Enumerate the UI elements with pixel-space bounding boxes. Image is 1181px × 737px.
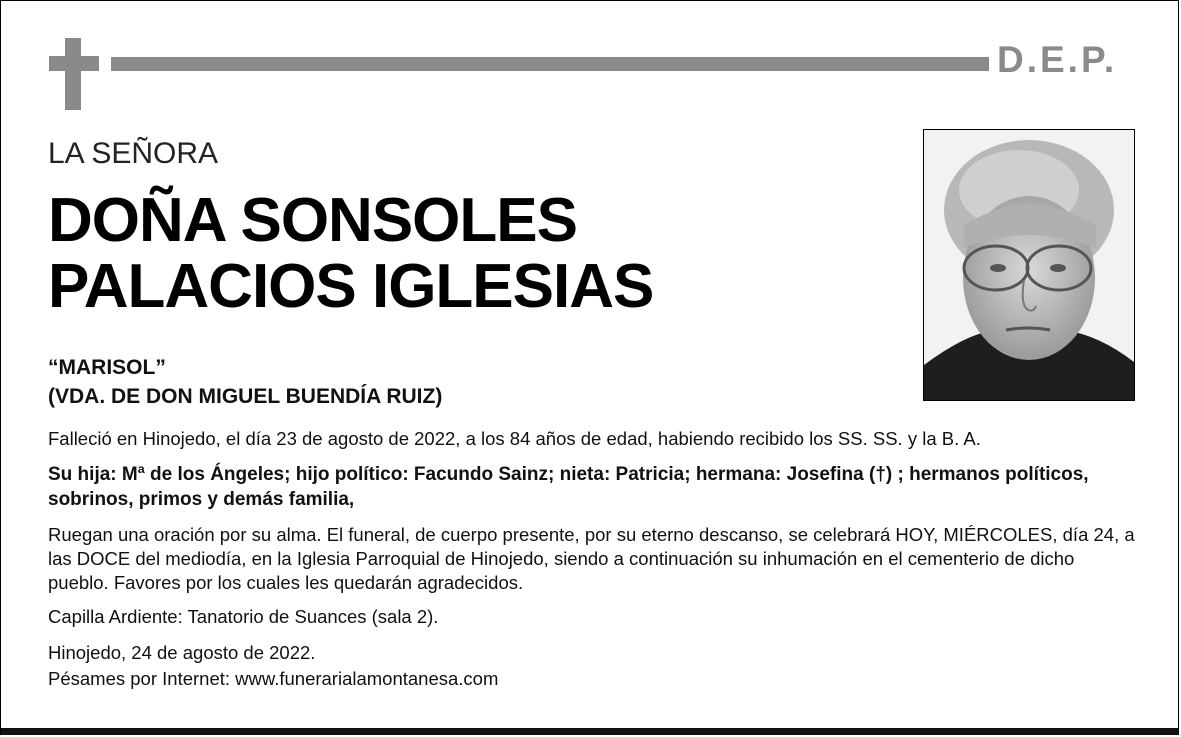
- cross-icon-bar: [49, 56, 99, 71]
- bottom-rule: [1, 728, 1178, 735]
- place-date: Hinojedo, 24 de agosto de 2022.: [48, 642, 316, 663]
- cross-icon: [65, 38, 81, 110]
- family-list: Su hija: Mª de los Ángeles; hijo político: Facundo Sainz; nieta: Patricia; hermana: Josefina (†) ; hermanos políticos, sobrinos, primos y demás familia,: [48, 464, 1089, 510]
- deceased-name-line1: DOÑA SONSOLES: [48, 186, 577, 255]
- widow-of: (VDA. DE DON MIGUEL BUENDÍA RUIZ): [48, 385, 443, 408]
- condolences-website: Pésames por Internet: www.funerarialamontanesa.com: [48, 668, 499, 689]
- nickname: “MARISOL”: [48, 356, 166, 379]
- header-rule: [111, 57, 989, 71]
- honorific-prefix: LA SEÑORA: [48, 137, 219, 170]
- portrait-photo: [923, 129, 1135, 401]
- death-notice: Falleció en Hinojedo, el día 23 de agosto de 2022, a los 84 años de edad, habiendo recibido los SS. SS. y la B. A.: [48, 428, 981, 449]
- ceremony-details: Ruegan una oración por su alma. El funeral, de cuerpo presente, por su eterno descanso, se celebrará HOY, MIÉRCOLES, día 24, a las DOCE del mediodía, en la Iglesia Parroquial de Hinojedo, siendo a continuación su inhumación en el cementerio de dicho pueblo. Favores por los cuales les quedarán agradecidos.: [48, 524, 1135, 593]
- portrait-image: [924, 130, 1134, 400]
- dep-label: D.E.P.: [997, 39, 1118, 80]
- deceased-name: [48, 188, 653, 320]
- deceased-name-line2: PALACIOS IGLESIAS: [48, 252, 654, 321]
- chapel-info: Capilla Ardiente: Tanatorio de Suances (sala 2).: [48, 606, 439, 627]
